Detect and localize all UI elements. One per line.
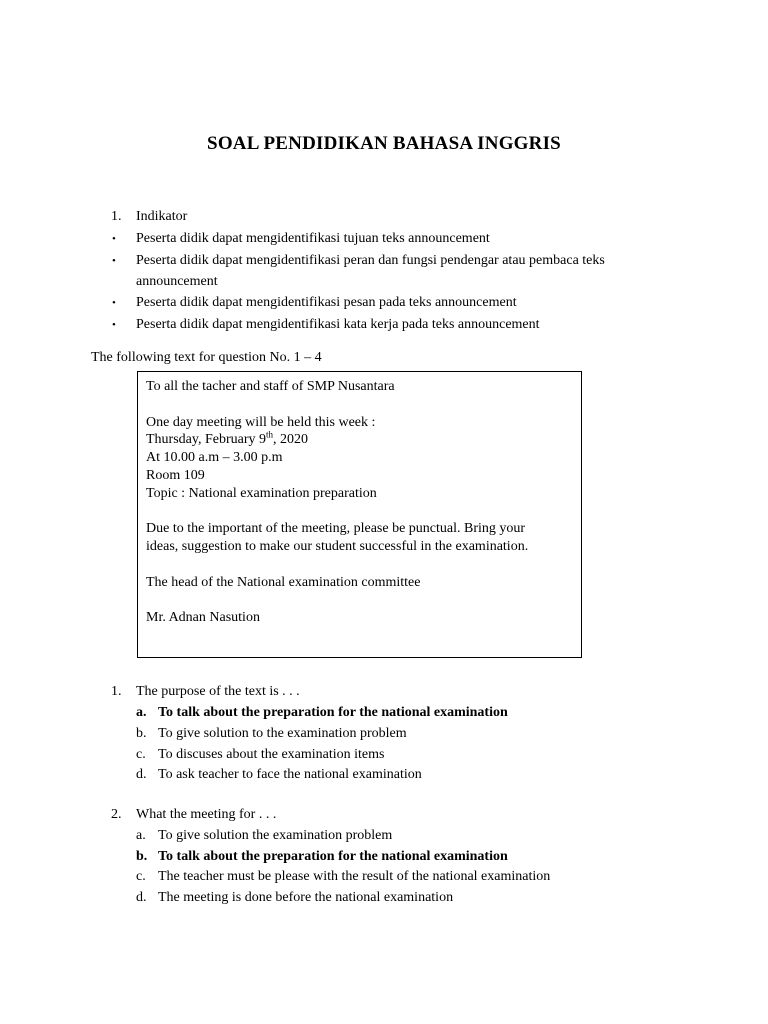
announcement-time: At 10.00 a.m – 3.00 p.m xyxy=(146,450,283,465)
bullet-icon: • xyxy=(112,297,116,309)
bullet-icon: • xyxy=(112,233,116,245)
announcement-sender: The head of the National examination committee xyxy=(146,575,421,590)
indicator-bullet: Peserta didik dapat mengidentifikasi pesan pada teks announcement xyxy=(136,295,517,310)
question-number: 2. xyxy=(111,807,122,822)
announcement-greeting: To all the tacher and staff of SMP Nusantara xyxy=(146,379,395,394)
option-letter: c. xyxy=(136,747,146,762)
option-letter: b. xyxy=(136,849,148,864)
option-text: To give solution to the examination problem xyxy=(158,726,407,741)
option-letter: d. xyxy=(136,890,147,905)
date-suffix: , 2020 xyxy=(273,432,309,447)
indicator-bullet: Peserta didik dapat mengidentifikasi kata kerja pada teks announcement xyxy=(136,317,540,332)
question-text: What the meeting for . . . xyxy=(136,807,277,822)
date-superscript: th xyxy=(266,429,274,440)
indicator-number: 1. xyxy=(111,209,122,224)
indicator-label: Indikator xyxy=(136,209,188,224)
indicator-bullet: Peserta didik dapat mengidentifikasi tujuan teks announcement xyxy=(136,231,490,246)
announcement-meeting-line: One day meeting will be held this week : xyxy=(146,415,376,430)
option-letter: c. xyxy=(136,869,146,884)
question-number: 1. xyxy=(111,684,122,699)
option-text: To ask teacher to face the national examination xyxy=(158,767,422,782)
announcement-date xyxy=(146,431,308,449)
question-text: The purpose of the text is . . . xyxy=(136,684,300,699)
question-intro: The following text for question No. 1 – 4 xyxy=(91,350,322,365)
option-letter: b. xyxy=(136,726,147,741)
bullet-icon: • xyxy=(112,319,116,331)
option-text: The teacher must be please with the result of the national examination xyxy=(158,869,551,884)
option-text-correct: To talk about the preparation for the national examination xyxy=(158,849,508,864)
document-title: SOAL PENDIDIKAN BAHASA INGGRIS xyxy=(207,133,561,154)
option-letter: d. xyxy=(136,767,147,782)
option-text: The meeting is done before the national examination xyxy=(158,890,454,905)
indicator-bullet-continuation: announcement xyxy=(136,274,218,289)
option-letter: a. xyxy=(136,828,146,843)
option-text: To discuses about the examination items xyxy=(158,747,385,762)
option-text: To give solution the examination problem xyxy=(158,828,393,843)
announcement-name: Mr. Adnan Nasution xyxy=(146,610,260,625)
announcement-room: Room 109 xyxy=(146,468,205,483)
date-prefix: Thursday, February 9 xyxy=(146,432,267,447)
announcement-body-line: Due to the important of the meeting, please be punctual. Bring your xyxy=(146,521,526,536)
announcement-body-line: ideas, suggestion to make our student successful in the examination. xyxy=(146,539,529,554)
announcement-topic: Topic : National examination preparation xyxy=(146,486,377,501)
option-text-correct: To talk about the preparation for the national examination xyxy=(158,705,508,720)
bullet-icon: • xyxy=(112,255,116,267)
option-letter: a. xyxy=(136,705,147,720)
indicator-bullet: Peserta didik dapat mengidentifikasi peran dan fungsi pendengar atau pembaca teks xyxy=(136,253,605,268)
